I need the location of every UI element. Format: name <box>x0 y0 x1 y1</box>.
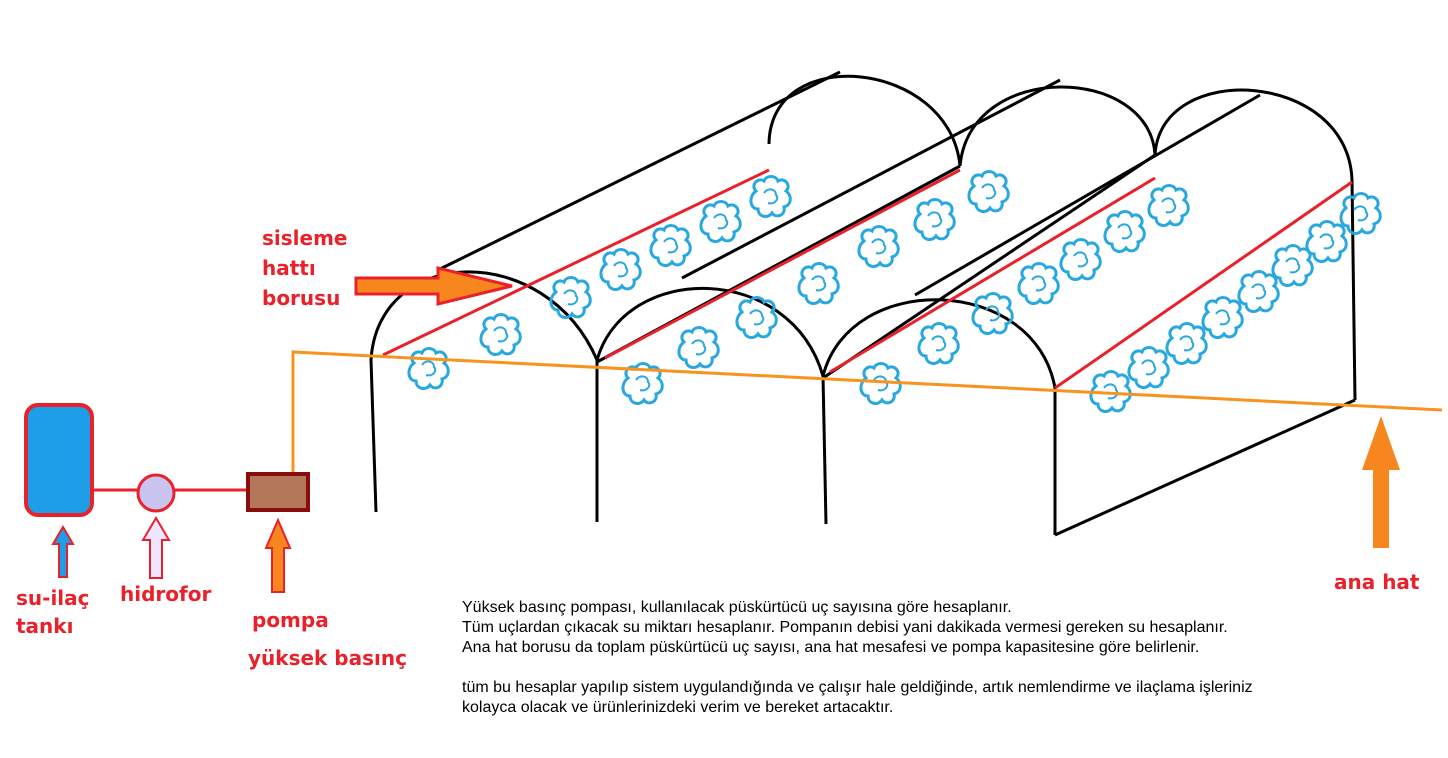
tank-label-line2: tankı <box>16 614 74 638</box>
ridge-3 <box>915 95 1260 295</box>
mist-puff <box>1167 324 1206 364</box>
hidrofor-label: hidrofor <box>120 582 212 606</box>
mist-puff <box>1149 186 1188 226</box>
mist-puff <box>1203 298 1242 338</box>
mist-puff <box>679 328 718 368</box>
description-line-4: tüm bu hesaplar yapılıp sistem uygulandığında ve çalışır hale geldiğinde, artık nemlendirme ve ilaçlama işleriniz <box>462 679 1253 696</box>
description-line-1: Yüksek basınç pompası, kullanılacak püskürtücü uç sayısına göre hesaplanır. <box>462 599 1012 616</box>
description-line-2: Tüm uçlardan çıkacak su miktarı hesaplanır. Pompanın debisi yani dakikada vermesi gereken su hesaplanır. <box>462 619 1228 636</box>
sisleme-label-line3: borusu <box>262 286 341 310</box>
mist-puff <box>1273 246 1312 286</box>
arrows <box>53 268 1400 592</box>
tank-arrow-icon <box>53 527 73 577</box>
mist-puff <box>1061 240 1100 280</box>
yuksek-basinc-label: yüksek basınç <box>248 646 407 670</box>
mist-puff <box>601 250 640 290</box>
mist-puff <box>969 172 1008 212</box>
tank-label-line1: su-ilaç <box>16 586 90 610</box>
misting-line-2 <box>605 170 960 358</box>
sisleme-label-line1: sisleme <box>262 226 348 250</box>
sisleme-label-line2: hattı <box>262 256 316 280</box>
mist-puff <box>551 278 590 318</box>
mist-puff <box>1341 194 1380 234</box>
hidrofor-unit <box>138 475 174 511</box>
hidrofor-arrow-icon <box>143 518 169 578</box>
mist-puff <box>409 349 448 389</box>
misting-line-4 <box>1055 182 1352 388</box>
front-arch-3 <box>823 300 1055 535</box>
ana-hat-label: ana hat <box>1334 570 1420 594</box>
description-line-5: kolayca olacak ve ürünlerinizdeki verim ve bereket artacaktır. <box>462 699 894 716</box>
ridge-2 <box>682 80 1060 278</box>
pump-arrow-icon <box>266 520 290 592</box>
main-line <box>293 352 1442 482</box>
mist-puff <box>701 202 740 242</box>
mist-puff <box>859 227 898 267</box>
mist-puff <box>1307 222 1346 262</box>
mist-puff <box>915 200 954 240</box>
mist-puff <box>1019 264 1058 304</box>
ana-hat-arrow-icon <box>1362 416 1400 548</box>
mist-puff <box>1129 348 1168 388</box>
ridge-1 <box>438 72 840 270</box>
misting-lines <box>383 170 1352 388</box>
mist-puffs <box>409 172 1380 412</box>
water-tank <box>26 405 92 515</box>
description-block <box>462 598 1422 718</box>
back-arch-2 <box>960 87 1155 166</box>
mist-puff <box>651 226 690 266</box>
pompa-label: pompa <box>252 608 329 632</box>
right-side-bottom <box>1055 400 1355 535</box>
mist-puff <box>751 177 790 217</box>
back-arch-3 <box>1155 90 1355 400</box>
mist-puff <box>1105 212 1144 252</box>
mist-puff <box>919 324 958 364</box>
mist-puff <box>973 294 1012 334</box>
front-arch-2 <box>597 288 826 524</box>
mist-puff <box>799 264 838 304</box>
back-arch-1 <box>769 76 960 166</box>
front-arch-1 <box>371 272 597 522</box>
misting-line-3 <box>830 178 1155 372</box>
mist-puff <box>737 298 776 338</box>
description-line-3: Ana hat borusu da toplam püskürtücü uç sayısı, ana hat mesafesi ve pompa kapasitesine göre belirlenir. <box>462 639 1200 656</box>
mist-puff <box>1239 272 1278 312</box>
mist-puff <box>481 315 520 355</box>
pump-unit <box>248 474 308 510</box>
